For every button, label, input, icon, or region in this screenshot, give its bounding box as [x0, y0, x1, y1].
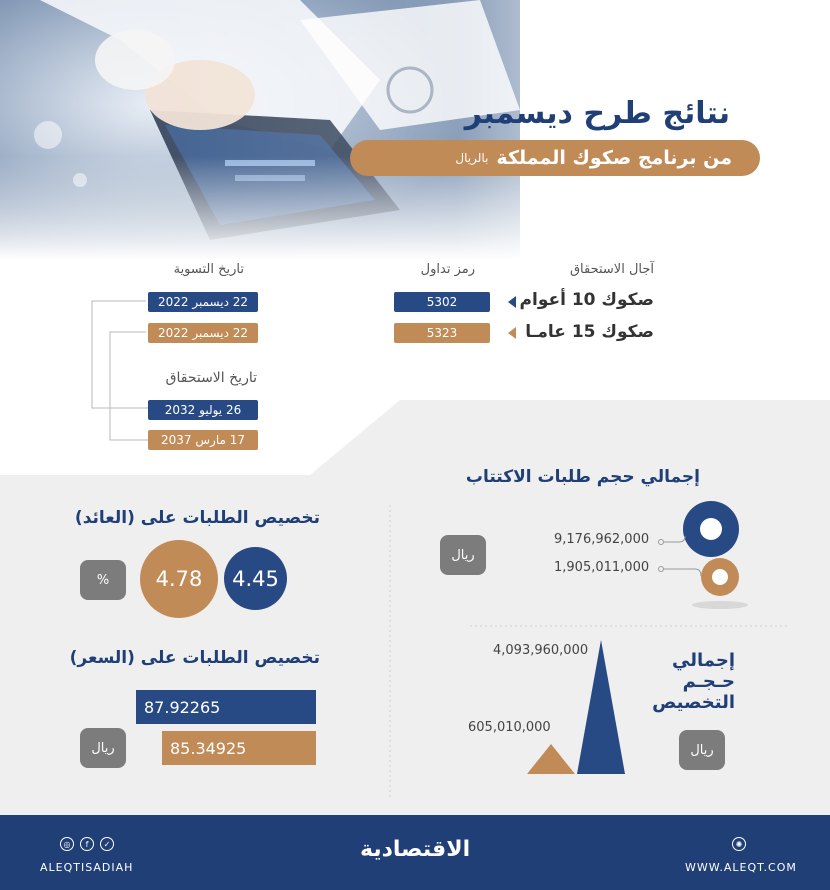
header-symbol: رمز تداول [420, 262, 475, 277]
allocation-chart [525, 640, 635, 780]
price-value-15: 85.34925 [162, 731, 316, 765]
symbol-15: 5323 [394, 323, 490, 343]
allocation-bar-15 [527, 744, 575, 774]
website-link[interactable]: WWW.ALEQT.COM [685, 861, 797, 874]
subscription-value-15: 1,905,011,000 [554, 560, 650, 575]
twitter-icon[interactable]: ✓ [100, 837, 114, 851]
sukuk-10-label: صكوك 10 أعوام [519, 290, 654, 310]
subscriptions-title: إجمالي حجم طلبات الاكتتاب [465, 467, 700, 487]
subscription-value-10: 9,176,962,000 [554, 532, 650, 547]
settlement-10: 22 ديسمبر 2022 [148, 292, 258, 312]
price-value-10: 87.92265 [136, 690, 316, 724]
globe-icon: ✺ [732, 837, 746, 851]
allocation-title-line: التخصيص [652, 692, 735, 713]
subtitle-main: من برنامج صكوك المملكة [496, 147, 732, 169]
subscriptions-unit: ريال [440, 535, 486, 575]
page-title: نتائج طرح ديسمبر [464, 96, 730, 131]
maturity-date-label: تاريخ الاستحقاق [165, 370, 257, 386]
maturity-15: 17 مارس 2037 [148, 430, 258, 450]
arrow-left-icon [508, 296, 516, 308]
social-icons [60, 837, 114, 851]
footer [0, 815, 830, 890]
social-handle[interactable]: ALEQTISADIAH [40, 861, 134, 874]
subscriptions-rings [655, 500, 755, 615]
arrow-left-icon [508, 327, 516, 339]
allocation-unit: ريال [679, 730, 725, 770]
yield-unit: % [80, 560, 126, 600]
header-settlement: تاريخ التسوية [173, 262, 244, 277]
subtitle-banner [350, 140, 760, 176]
sukuk-15-label: صكوك 15 عامـا [525, 322, 654, 342]
subtitle-unit: بالريال [455, 151, 489, 165]
price-unit: ريال [80, 728, 126, 768]
yield-value-15: 4.78 [140, 540, 218, 618]
allocation-bar-10 [577, 640, 625, 774]
allocation-title [652, 650, 735, 713]
symbol-10: 5302 [394, 292, 490, 312]
allocation-title-line: حـجـم [682, 671, 735, 692]
instagram-icon[interactable]: ◎ [60, 837, 74, 851]
allocation-value-15: 605,010,000 [468, 720, 551, 735]
price-title: تخصيص الطلبات على (السعر) [69, 648, 320, 668]
brand-logo: الاقتصادية [360, 837, 471, 862]
yield-value-10: 4.45 [224, 547, 287, 610]
allocation-title-line: إجمالي [672, 650, 735, 671]
header-maturities: آجال الاستحقاق [569, 262, 654, 277]
allocation-value-10: 4,093,960,000 [493, 643, 589, 658]
settlement-15: 22 ديسمبر 2022 [148, 323, 258, 343]
maturity-10: 26 يوليو 2032 [148, 400, 258, 420]
yield-title: تخصيص الطلبات على (العائد) [74, 508, 320, 528]
facebook-icon[interactable]: f [80, 837, 94, 851]
